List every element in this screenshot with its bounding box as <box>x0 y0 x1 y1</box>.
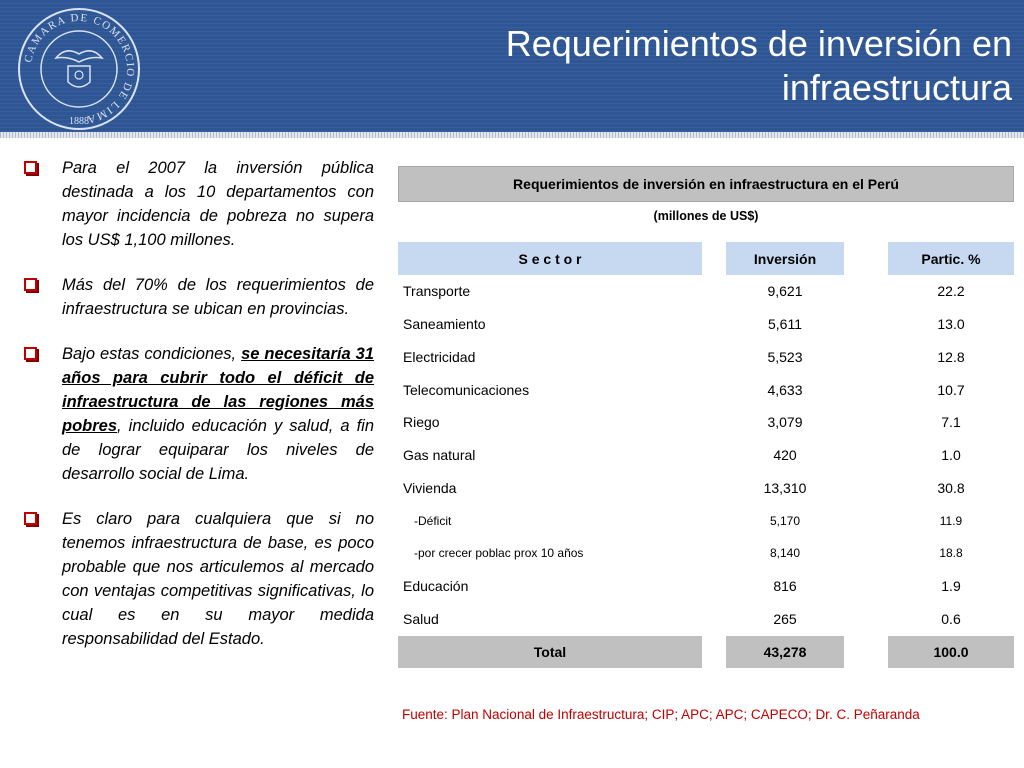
cell-sector: Telecomunicaciones <box>403 381 530 398</box>
cell-sector: Educación <box>403 578 469 595</box>
header-inversion: Inversión <box>726 242 844 275</box>
cell-partic: 0.6 <box>941 610 961 627</box>
emphasized-text: se necesitaría 31 años para cubrir todo el déficit de infraestructura de las regiones más pobres <box>62 345 374 435</box>
cell-sector: Salud <box>403 610 439 627</box>
cell-sector: Riego <box>403 414 440 431</box>
table-row <box>398 472 1014 505</box>
cell-partic: 7.1 <box>941 414 961 431</box>
bullet-square-icon <box>24 278 37 291</box>
cell-inversion: 5,523 <box>767 348 803 365</box>
header-sector: S e c t o r <box>398 242 702 275</box>
table-row <box>398 406 1014 439</box>
cell-sector: -Déficit <box>414 513 452 528</box>
source-note: Fuente: Plan Nacional de Infraestructura; CIP; APC; APC; CAPECO; Dr. C. Peñaranda <box>402 707 920 722</box>
cell-partic: 11.9 <box>939 513 963 528</box>
table-header-row <box>398 242 1014 275</box>
bullet-text: Para el 2007 la inversión pública destinada a los 10 departamentos con mayor incidencia de pobreza no supera los US$ 1,100 millones. <box>62 159 374 249</box>
table-row <box>398 373 1014 406</box>
table-row <box>398 603 1014 636</box>
table-row <box>398 439 1014 472</box>
cell-partic: 30.8 <box>937 479 965 496</box>
table-subtitle: (millones de US$) <box>653 209 759 223</box>
bullet-item <box>22 507 374 651</box>
cell-partic: 18.8 <box>939 546 963 561</box>
table-row <box>398 275 1014 308</box>
table-row <box>398 308 1014 341</box>
cell-inversion: 420 <box>773 447 797 464</box>
bullet-square-icon <box>24 347 37 360</box>
header-divider <box>0 132 1024 138</box>
bullet-item <box>22 273 374 321</box>
cell-inversion: 5,170 <box>769 513 801 528</box>
camara-comercio-lima-logo <box>16 6 142 132</box>
cell-inversion: 8,140 <box>769 546 801 561</box>
bullet-text: Más del 70% de los requerimientos de infraestructura se ubican en provincias. <box>62 276 374 318</box>
table-row <box>398 537 1014 570</box>
table-row <box>398 570 1014 603</box>
cell-sector: Vivienda <box>403 479 457 496</box>
total-inversion: 43,278 <box>726 636 844 668</box>
slide-title: Requerimientos de inversión en infraestructura <box>505 23 1012 108</box>
cell-inversion: 3,079 <box>767 414 803 431</box>
cell-inversion: 13,310 <box>763 479 807 496</box>
table-row <box>398 341 1014 374</box>
slide-header <box>0 0 1024 132</box>
cell-inversion: 9,621 <box>767 283 803 300</box>
bullet-square-icon <box>24 512 37 525</box>
cell-sector: Saneamiento <box>403 316 486 333</box>
cell-partic: 10.7 <box>937 381 965 398</box>
cell-partic: 22.2 <box>937 283 965 300</box>
bullet-item <box>22 342 374 486</box>
header-partic: Partic. % <box>888 242 1014 275</box>
cell-inversion: 816 <box>773 578 797 595</box>
svg-text:1888: 1888 <box>69 116 89 127</box>
cell-inversion: 265 <box>773 610 797 627</box>
cell-partic: 12.8 <box>937 348 965 365</box>
table-row <box>398 504 1014 537</box>
cell-partic: 1.9 <box>941 578 961 595</box>
bullet-text: Es claro para cualquiera que si no tenemos infraestructura de base, es poco probable que nos articulemos al mercado con ventajas competitivas significativas, lo cual es en su mayor medida responsabilidad del Estado. <box>62 510 374 648</box>
bullet-list <box>22 156 374 672</box>
bullet-square-icon <box>24 161 37 174</box>
cell-partic: 1.0 <box>941 447 961 464</box>
total-partic: 100.0 <box>888 636 1014 668</box>
bullet-text: Bajo estas condiciones, se necesitaría 31 años para cubrir todo el déficit de infraestructura de las regiones más pobres, incluido educación y salud, a fin de lograr equiparar los niveles de desarrollo social de Lima. <box>62 345 374 483</box>
bullet-item <box>22 156 374 252</box>
table-body <box>398 275 1014 635</box>
cell-sector: -por crecer poblac prox 10 años <box>414 546 584 561</box>
svg-text:CAMARA DE COMERCIO DE LIMA: CAMARA DE COMERCIO DE LIMA <box>22 11 137 126</box>
cell-partic: 13.0 <box>937 316 965 333</box>
cell-inversion: 5,611 <box>768 316 802 333</box>
cell-sector: Gas natural <box>403 447 476 464</box>
table-total-row <box>398 636 1014 668</box>
cell-sector: Transporte <box>403 283 471 300</box>
cell-inversion: 4,633 <box>767 381 803 398</box>
investment-table <box>398 166 1014 668</box>
table-title: Requerimientos de inversión en infraestructura en el Perú <box>398 166 1014 202</box>
cell-sector: Electricidad <box>403 348 476 365</box>
total-label: Total <box>398 636 702 668</box>
